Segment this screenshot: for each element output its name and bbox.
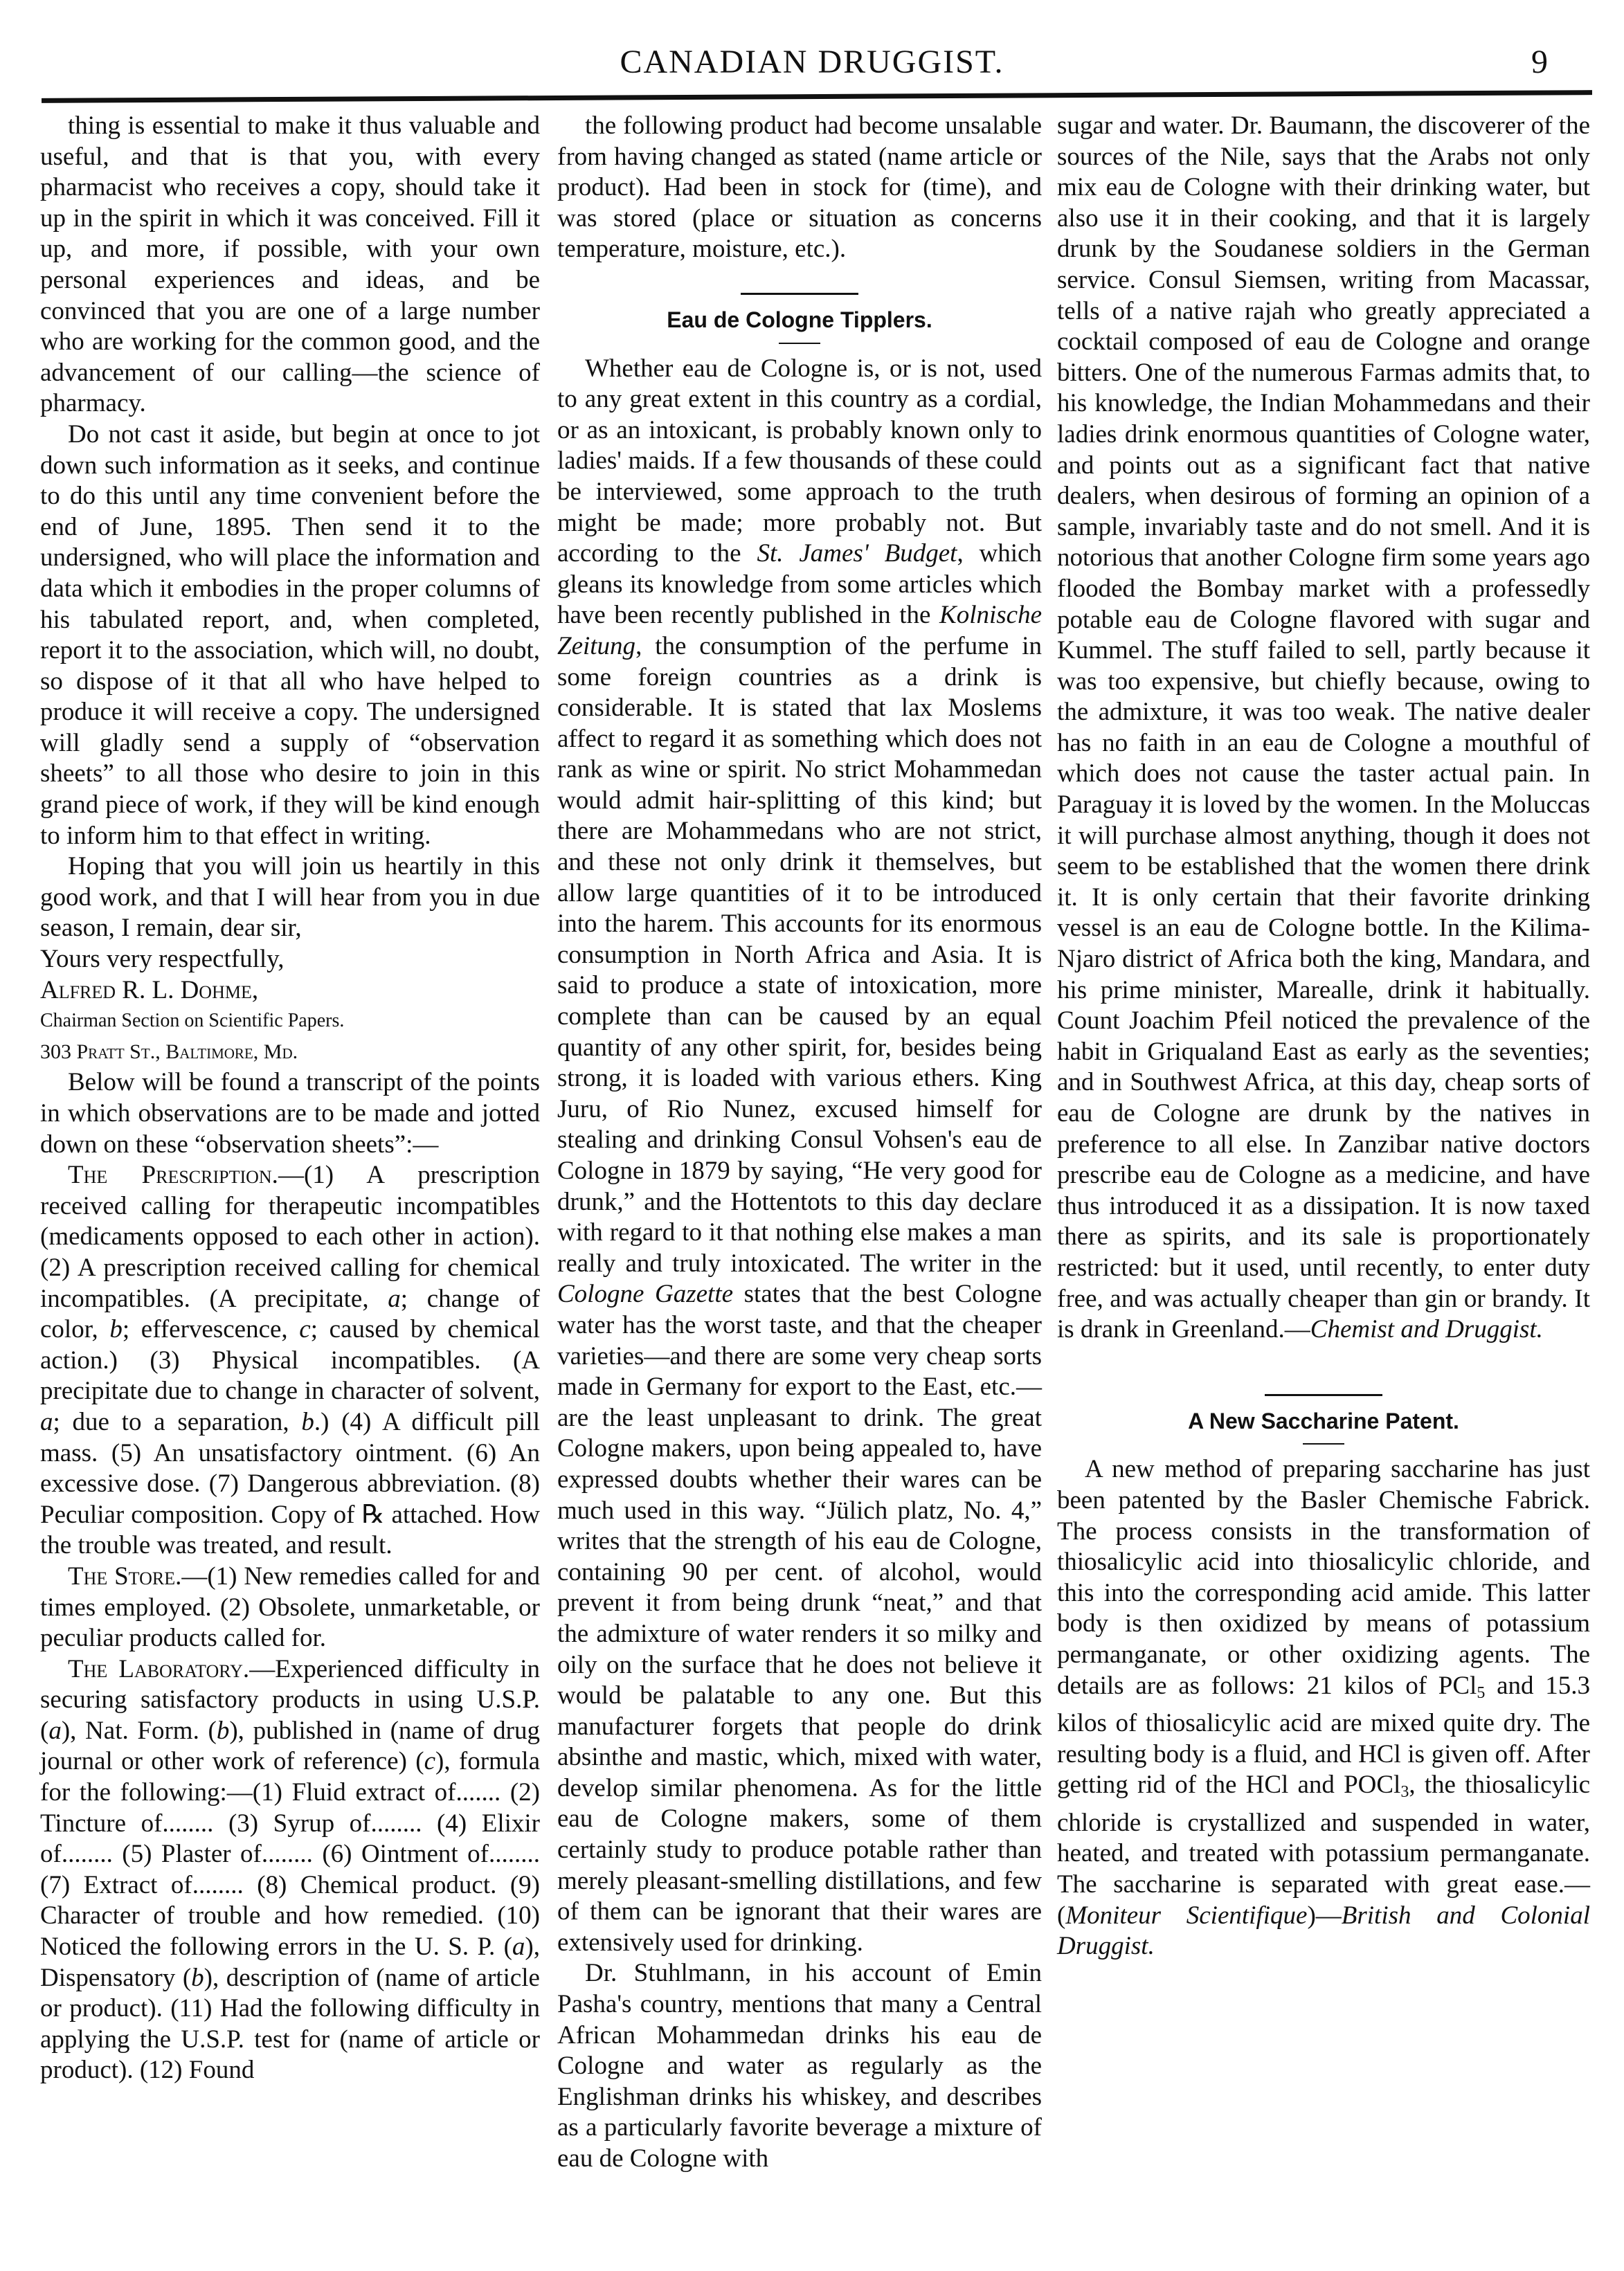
letter-signature: Alfred R. L. Dohme,	[40, 975, 259, 1004]
text-run: Hoping that you will join us heartily in this good work, and that I will hear from you in due season, I remain, dear sir,	[40, 852, 540, 943]
text-run: ; effervescence,	[122, 1315, 300, 1344]
subscript: 5	[1477, 1683, 1486, 1702]
italic-text: a	[40, 1407, 53, 1436]
text-run: Below will be found a transcript of the points in which observations are to be made and jotted down on these “observation sheets”:—	[40, 1068, 540, 1159]
col1-paragraphs-2	[40, 1067, 540, 2086]
col1-paragraphs	[40, 111, 540, 944]
text-run: ), description of (name of article or product). (11) Had the following difficulty in applying the U.S.P. test for (name of article or product). (12) Found	[40, 1963, 540, 2085]
italic-text: Cologne Gazette	[557, 1280, 734, 1309]
signature-title: Chairman Section on Scientific Papers.	[40, 1010, 345, 1032]
text-run: sugar and water. Dr. Baumann, the discoverer of the sources of the Nile, says that the Arabs not only mix eau de Cologne with their drinking water, but also use it in their cooking, and that it is largely drunk by the Soudanese soldiers in the German service. Consul Siemsen, writing from Macassar, tells of a native rajah who greatly appreciated a cocktail composed of eau de Cologne and orange bitters. One of the numerous Farmas admits that, to his knowledge, the Indian Mohammedans and their ladies drink enormous quantities of Cologne water, and points out as a significant fact that native dealers, when desirous of forming an opinion of a sample, invariably taste and do not smell. And it is notorious that another Cologne firm some years ago flooded the Bombay market with a professedly potable eau de Cologne flavored with sugar and Kummel. The stuff failed to sell, partly because it was too expensive, but chiefly because, owing to the admixture, it was too weak. The native dealer has no faith in an eau de Cologne a mouthful of which does not cause the taster actual pain. In Paraguay it is loved by the women. In the Moluccas it will purchase almost anything, though it does not seem to be established that the women there drink it. It is only certain that their favorite drinking vessel is an eau de Cologne bottle. In the Kilima-Njaro district of Africa both the king, Mandara, and his prime minister, Marealle, drink it habitually. Count Joachim Pfeil noticed the prevalence of the habit in Griqualand East as early as the seventies; and in Southwest Africa, at this day, cheap sorts of eau de Cologne are drunk by the natives in preference to all else. In Zanzibar native doctors prescribe eau de Cologne as a medicine, and have thus introduced it as a dissipation. It is now taxed there as spirits, and its sale is proportionately restricted: but it used, until recently, to enter duty free, and was actually cheaper than gin or brandy. It is drank in Greenland.—	[1057, 111, 1590, 1344]
column-1	[40, 111, 540, 2086]
paragraph	[40, 419, 540, 851]
text-run: Dr. Stuhlmann, in his account of Emin Pasha's country, mentions that many a Central African Mohammedan drinks his eau de Cologne and water as regularly as the Englishman drinks his whiskey, and describes as a particularly favorite beverage a mixture of eau de Cologne with	[557, 1959, 1042, 2173]
article-heading: Eau de Cologne Tipplers.	[667, 307, 932, 332]
italic-text: Kolnische Zeitung	[557, 601, 1042, 660]
text-run: ; caused by chemical action.) (3) Physical incompatibles. (A precipitate due to change in character of solvent,	[40, 1315, 541, 1406]
text-run: A new method of preparing saccharine has just been patented by the Basler Chemische Fabrick. The process consists in the transformation of thiosalicylic acid into thiosalicylic chloride, and this into the corresponding acid amide. This latter body is then oxidized by means of potassium permanganate, or other oxidizing agents. The details are as follows: 21 kilos of PCl	[1057, 1455, 1590, 1700]
publication-title: CANADIAN DRUGGIST.	[620, 44, 1004, 80]
heading-rule	[779, 343, 820, 344]
text-run: ), formula for the following:—(1) Fluid extract of....... (2) Tincture of........ (3) Syrup of........ (4) Elixir of........ (5) Plaster of........ (6) Ointment of........ (7) Extract of........ (8) Chemical product. (9) Character of trouble and how remedied. (10) Noticed the following errors in the U. S. P. (	[40, 1747, 540, 1962]
section-label: The Store.	[68, 1562, 182, 1591]
section-rule	[1265, 1394, 1382, 1396]
italic-text: a	[48, 1716, 62, 1745]
italic-text: b	[216, 1716, 230, 1745]
paragraph	[40, 851, 540, 944]
text-run: , which gleans its knowledge from some articles which have been recently published in the	[557, 539, 1042, 630]
col2-paragraphs-2	[557, 354, 1042, 2175]
section-label: The Laboratory.	[68, 1654, 250, 1683]
italic-text: b	[301, 1407, 314, 1436]
italic-text: c	[299, 1315, 311, 1344]
paragraph	[557, 1958, 1042, 2174]
italic-text: Moniteur Scientifique	[1065, 1901, 1308, 1930]
header-rule	[42, 90, 1592, 103]
text-run: —(1) A prescription received calling for therapeutic incompatibles (medicaments opposed to each other in action). (2) A prescription received calling for chemical incompatibles. (A precipitate,	[40, 1161, 540, 1313]
text-run: states that the best Cologne water has the worst taste, and that the cheaper varieties—and there are some very cheap sorts made in Germany for export to the East, etc.—are the least unpleasant to drink. The great Cologne makers, upon being appealed to, have expressed doubts whether their wares can be much used in this way. “Jülich platz, No. 4,” writes that the strength of his eau de Cologne, containing 90 per cent. of alcohol, would prevent it from being drunk “neat,” and that the admixture of water renders it so milky and oily on the surface that he does not believe it would be palatable to any one. But this manufacturer forgets that people do drink absinthe and mastic, which, mixed with water, develop similar phenomena. As for the little eau de Cologne makers, some of them certainly study to produce potable rather than merely pleasant-smelling distillations, and few of them can be ignorant that their wares are extensively used for drinking.	[557, 1280, 1042, 1957]
col3-paragraphs-2	[1057, 1454, 1590, 1962]
col2-paragraphs	[557, 111, 1042, 265]
text-run: ; change of color,	[40, 1284, 540, 1344]
heading-rule	[1303, 1443, 1344, 1445]
text-run: , the thiosalicylic chloride is crystallized and suspended in water, heated, and treated with potassium permanganate. The saccharine is separated with great ease.—(	[1057, 1771, 1591, 1930]
paragraph	[557, 354, 1042, 1959]
text-run: .) (4) A difficult pill mass. (5) An unsatisfactory ointment. (6) An excessive dose. (7) Dangerous abbreviation. (8) Peculiar composition. Copy of ℞ attached. How the trouble was treated, and result.	[40, 1407, 540, 1560]
page-header	[0, 43, 1624, 91]
paragraph	[40, 1562, 540, 1654]
text-run: the following product had become unsalable from having changed as stated (name article or product). Had been in stock for (time), and was stored (place or situation as concerns temperature, moisture, etc.).	[557, 111, 1042, 264]
section-label: The Prescription.	[68, 1161, 278, 1190]
signature-address: 303 Pratt St., Baltimore, Md.	[40, 1040, 298, 1063]
italic-text: b	[109, 1315, 123, 1344]
text-run: Do not cast it aside, but begin at once to jot down such information as it seeks, and continue to do this until any time convenient before the end of June, 1895. Then send it to the undersigned, who will place the information and data which it embodies in the proper columns of his tabulated report, and, when completed, report it to the association, which will, no doubt, so dispose of it that all who have helped to produce it will receive a copy. The undersigned will gladly send a supply of “observation sheets” to all those who desire to join in this grand piece of work, if they will be kind enough to inform him to that effect in writing.	[40, 419, 540, 850]
text-run: —Experienced difficulty in securing satisfactory products in using U.S.P. (	[40, 1654, 540, 1745]
text-run: and 15.3 kilos of thiosalicylic acid are mixed quite dry. The resulting body is a fluid, and HCl is given off. After getting rid of the HCl and POCl	[1057, 1671, 1590, 1800]
paragraph	[40, 1067, 540, 1160]
text-run: , the consumption of the perfume in some foreign countries as a drink is considerable. It is stated that lax Moslems affect to regard it as something which does not rank as wine or spirit. No strict Mohammedan would admit hair-splitting of this kind; but there are Mohammedans who are not strict, and these not only drink it themselves, but allow large quantities of it to be introduced into the harem. This accounts for its enormous consumption in North Africa and Asia. It is said to produce a state of intoxication, more complete than can be caused by an equal quantity of any other spirit, for, besides being strong, it is loaded with various ethers. King Juru, of Rio Nunez, excused himself for stealing and drinking Consul Vohsen's eau de Cologne in 1879 by saying, “He very good for drunk,” and the Hottentots to this day declare with regard to it that nothing else makes a man really and truly intoxicated. The writer in the	[557, 631, 1042, 1278]
italic-text: c	[424, 1747, 435, 1776]
paragraph	[40, 1654, 540, 2086]
paragraph	[557, 111, 1042, 265]
column-2	[557, 111, 1042, 2175]
italic-text: a	[388, 1284, 401, 1313]
text-run: ), Nat. Form. (	[61, 1716, 217, 1745]
italic-text: a	[512, 1933, 525, 1962]
text-run: Whether eau de Cologne is, or is not, used to any great extent in this country as a cordial, or as an intoxicant, is probably known only to ladies' maids. If a few thousands of these could be interviewed, some approach to the truth might be made; more probably not. But according to the	[557, 354, 1042, 568]
section-rule	[741, 293, 858, 295]
letter-closing: Yours very respectfully,	[40, 945, 285, 974]
text-run: —(1) New remedies called for and times employed. (2) Obsolete, unmarketable, or peculiar products called for.	[40, 1562, 540, 1653]
text-run: ; due to a separation,	[53, 1407, 302, 1436]
page-number: 9	[1531, 44, 1548, 80]
paragraph	[40, 1160, 540, 1562]
paragraph	[1057, 111, 1590, 1346]
italic-text: Chemist and Druggist.	[1310, 1315, 1543, 1344]
column-3	[1057, 111, 1590, 1962]
article-heading: A New Saccharine Patent.	[1188, 1408, 1459, 1433]
text-run: )—	[1307, 1901, 1342, 1930]
text-run: thing is essential to make it thus valuable and useful, and that is that you, with every pharmacist who receives a copy, should take it up in the spirit in which it was conceived. Fill it up, and more, if possible, with your own personal experiences and ideas, and be convinced that you are one of a large number who are working for the common good, and the advancement of our calling—the science of pharmacy.	[40, 111, 540, 418]
italic-text: St. James' Budget	[757, 539, 957, 568]
paragraph	[40, 111, 540, 419]
italic-text: British and Colonial Druggist.	[1057, 1901, 1590, 1961]
paragraph	[1057, 1454, 1590, 1962]
col3-paragraphs	[1057, 111, 1590, 1346]
text-run: ), Dispensatory (	[40, 1933, 540, 1992]
subscript: 3	[1400, 1783, 1409, 1802]
text-run: ), published in (name of drug journal or other work of reference) (	[40, 1716, 540, 1776]
italic-text: b	[191, 1963, 204, 1992]
